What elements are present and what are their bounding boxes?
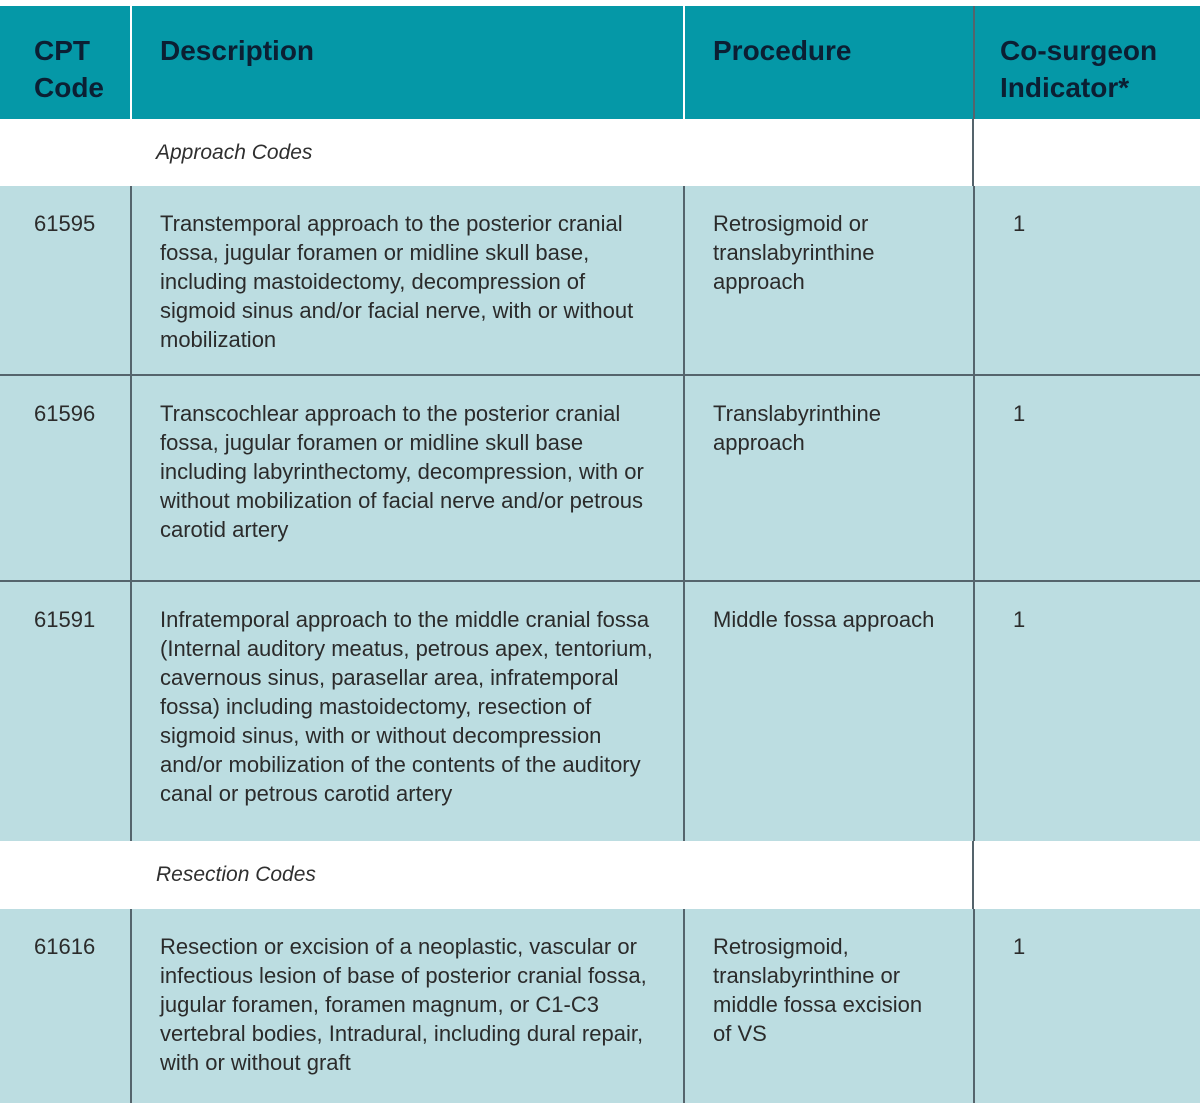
- header-cpt-code-line: CPT: [34, 35, 90, 66]
- description-line: Transtemporal approach to the posterior cranial: [160, 211, 623, 236]
- procedure-line: approach: [713, 430, 805, 455]
- cosurgeon-indicator-value: 1: [1013, 211, 1026, 236]
- description-line: including mastoidectomy, decompression of: [160, 269, 586, 294]
- cpt-code-cell: [0, 376, 130, 580]
- description-line: carotid artery: [160, 517, 289, 542]
- table-row: [0, 582, 1200, 841]
- header-cosurgeon-line: Co-surgeon: [1000, 35, 1158, 66]
- description-line: mobilization: [160, 327, 277, 352]
- procedure-cell: [683, 582, 973, 841]
- header-cosurgeon-line: Indicator*: [1000, 72, 1130, 103]
- description-line: fossa, jugular foramen or midline skull base: [160, 430, 584, 455]
- column-divider: [972, 841, 974, 909]
- procedure-line: translabyrinthine or: [713, 963, 901, 988]
- procedure-cell: [683, 376, 973, 580]
- section-label: Resection Codes: [156, 863, 316, 886]
- description-line: fossa, jugular foramen or midline skull base,: [160, 240, 590, 265]
- table-row: [0, 186, 1200, 375]
- description-line: (Internal auditory meatus, petrous apex, tentorium,: [160, 636, 653, 661]
- cosurgeon-indicator-value: 1: [1013, 934, 1026, 959]
- description-cell: [130, 909, 683, 1103]
- description-line: jugular foramen, foramen magnum, or C1-C3: [160, 992, 599, 1017]
- cpt-code-cell: [0, 909, 130, 1103]
- cpt-code-cell: [0, 582, 130, 841]
- header-description-label: Description: [160, 35, 315, 66]
- description-line: canal or petrous carotid artery: [160, 781, 453, 806]
- description-line: Infratemporal approach to the middle cranial fossa: [160, 607, 650, 632]
- description-line: and/or mobilization of the contents of the auditory: [160, 752, 641, 777]
- description-line: cavernous sinus, parasellar area, infratemporal: [160, 665, 619, 690]
- section-label: Approach Codes: [156, 141, 313, 164]
- header-cosurgeon-indicator: [973, 6, 1200, 119]
- description-cell: [130, 376, 683, 580]
- procedure-line: of VS: [713, 1021, 767, 1046]
- description-line: fossa) including mastoidectomy, resection of: [160, 694, 592, 719]
- cpt-code-cell: [0, 186, 130, 375]
- header-cpt-code-line: Code: [34, 72, 104, 103]
- description-line: without mobilization of facial nerve and/or petrous: [160, 488, 644, 513]
- cpt-code: 61591: [34, 607, 96, 632]
- section-row-resection: [0, 841, 1200, 909]
- procedure-line: Translabyrinthine: [713, 401, 881, 426]
- header-description: [130, 6, 683, 119]
- header-procedure: [683, 6, 973, 119]
- description-line: Resection or excision of a neoplastic, vascular or: [160, 934, 637, 959]
- header-cpt-code: [0, 6, 130, 119]
- description-line: vertebral bodies, Intradural, including dural repair,: [160, 1021, 644, 1046]
- procedure-line: Retrosigmoid or: [713, 211, 869, 236]
- procedure-line: Retrosigmoid,: [713, 934, 849, 959]
- description-line: sigmoid sinus and/or facial nerve, with or without: [160, 298, 634, 323]
- procedure-cell: [683, 909, 973, 1103]
- table-row: [0, 909, 1200, 1103]
- cpt-code: 61616: [34, 934, 96, 959]
- description-line: infectious lesion of base of posterior cranial fossa,: [160, 963, 647, 988]
- procedure-cell: [683, 186, 973, 375]
- table-row: [0, 376, 1200, 580]
- section-row-approach: [0, 119, 1200, 186]
- indicator-cell: [973, 909, 1200, 1103]
- header-procedure-label: Procedure: [713, 35, 852, 66]
- description-cell: [130, 582, 683, 841]
- description-line: including labyrinthectomy, decompression, with or: [160, 459, 644, 484]
- cosurgeon-indicator-value: 1: [1013, 607, 1026, 632]
- indicator-cell: [973, 582, 1200, 841]
- description-cell: [130, 186, 683, 375]
- description-line: with or without graft: [160, 1050, 351, 1075]
- description-line: sigmoid sinus, with or without decompression: [160, 723, 602, 748]
- procedure-line: middle fossa excision: [713, 992, 923, 1017]
- description-line: Transcochlear approach to the posterior cranial: [160, 401, 621, 426]
- procedure-line: Middle fossa approach: [713, 607, 935, 632]
- cosurgeon-indicator-value: 1: [1013, 401, 1026, 426]
- procedure-line: translabyrinthine: [713, 240, 875, 265]
- table-header: [0, 6, 1200, 119]
- indicator-cell: [973, 186, 1200, 375]
- cpt-code: 61595: [34, 211, 96, 236]
- procedure-line: approach: [713, 269, 805, 294]
- indicator-cell: [973, 376, 1200, 580]
- column-divider: [972, 119, 974, 186]
- cpt-code: 61596: [34, 401, 96, 426]
